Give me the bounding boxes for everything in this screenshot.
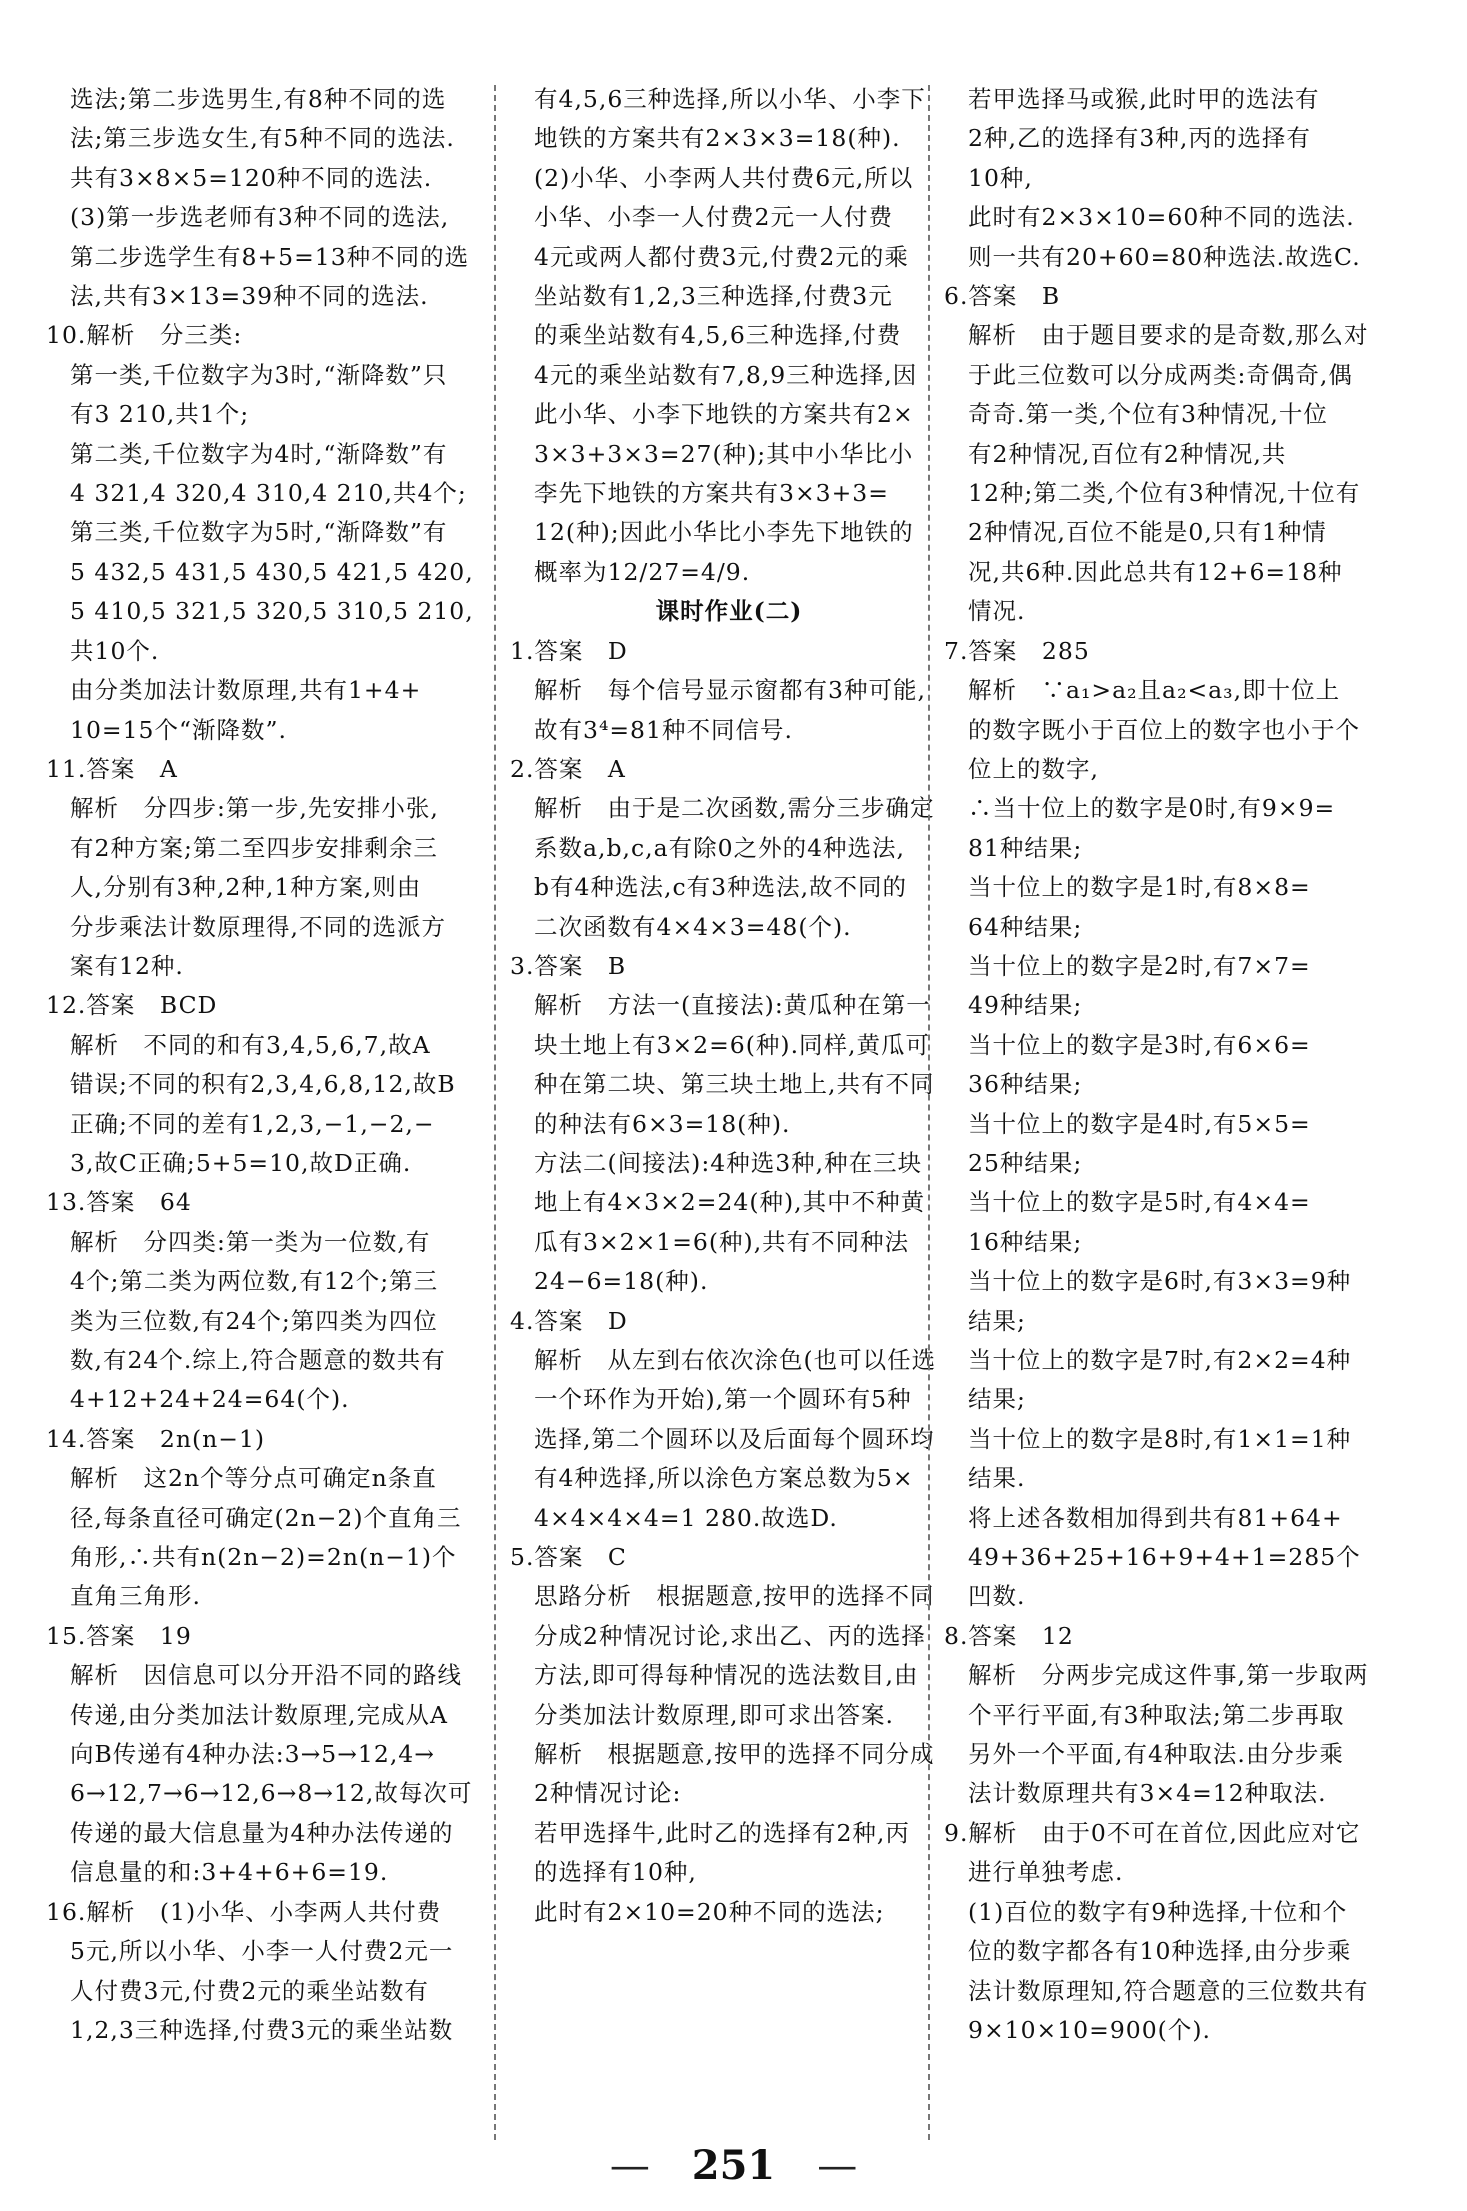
text-line: (2)小华、小李两人共付费6元,所以 [534, 163, 914, 192]
text-line: 解析 不同的和有3,4,5,6,7,故A [70, 1030, 431, 1059]
text-line: 4元的乘坐站数有7,8,9三种选择,因 [534, 360, 918, 389]
text-line: 则一共有20+60=80种选法.故选C. [968, 242, 1361, 271]
page-footer [0, 2142, 1467, 2189]
page-number: 251 [691, 2142, 776, 2189]
text-line: 选择,第二个圆环以及后面每个圆环均 [534, 1424, 935, 1453]
text-line: 有4种选择,所以涂色方案总数为5× [534, 1464, 914, 1493]
text-line: 地铁的方案共有2×3×3=18(种). [534, 124, 901, 153]
text-line: 传递,由分类加法计数原理,完成从A [70, 1700, 448, 1729]
text-line: 此小华、小李下地铁的方案共有2× [534, 400, 914, 429]
text-line: 当十位上的数字是4时,有5×5= [968, 1109, 1311, 1138]
text-line: 解析 分四类:第一类为一位数,有 [70, 1227, 431, 1256]
text-line: 分成2种情况讨论,求出乙、丙的选择 [534, 1621, 926, 1650]
text-line: 错误;不同的积有2,3,4,6,8,12,故B [70, 1070, 456, 1099]
text-line: 有3 210,共1个; [70, 400, 250, 429]
footer-dash: — [817, 2143, 858, 2189]
text-line: 共有3×8×5=120种不同的选法. [70, 163, 433, 192]
text-line: 坐站数有1,2,3三种选择,付费3元 [534, 282, 893, 311]
text-line: 奇奇.第一类,个位有3种情况,十位 [968, 400, 1328, 429]
text-line: 当十位上的数字是5时,有4×4= [968, 1188, 1311, 1217]
text-line: 5元,所以小华、小李一人付费2元一 [70, 1937, 454, 1966]
text-line: 第二类,千位数字为4时,“渐降数”有 [70, 439, 448, 468]
text-line: 9×10×10=900(个). [968, 2015, 1211, 2044]
text-line: 3×3+3×3=27(种);其中小华比小 [534, 439, 914, 468]
text-line: 的数字既小于百位上的数字也小于个 [968, 715, 1360, 744]
text-line: 进行单独考虑. [968, 1858, 1124, 1887]
text-line: 数,有24个.综上,符合题意的数共有 [70, 1346, 446, 1374]
text-line: 案有12种. [70, 951, 184, 980]
text-line: 法计数原理知,符合题意的三位数共有 [968, 1976, 1369, 2005]
text-line: ∴当十位上的数字是0时,有9×9= [968, 794, 1336, 823]
text-line: 当十位上的数字是3时,有6×6= [968, 1030, 1311, 1059]
text-line: 结果; [968, 1385, 1026, 1414]
text-line: 当十位上的数字是7时,有2×2=4种 [968, 1346, 1352, 1374]
column-divider [928, 85, 930, 2140]
text-line: 9.解析 由于0不可在首位,因此应对它 [944, 1818, 1361, 1847]
text-line: 块土地上有3×2=6(种).同样,黄瓜可 [534, 1030, 931, 1059]
text-line: 结果; [968, 1306, 1026, 1335]
text-line: 4元或两人都付费3元,付费2元的乘 [534, 242, 909, 271]
text-line: 法,共有3×13=39种不同的选法. [70, 282, 429, 311]
text-line: 49种结果; [968, 991, 1083, 1020]
text-line: 解析 根据题意,按甲的选择不同分成 [534, 1740, 935, 1769]
text-line: 情况. [968, 597, 1026, 626]
text-line: 解析 由于是二次函数,需分三步确定 [534, 794, 935, 823]
text-line: 种在第二块、第三块土地上,共有不同 [534, 1070, 935, 1099]
text-line: 13.答案 64 [46, 1188, 192, 1217]
text-line: 分步乘法计数原理得,不同的选派方 [70, 912, 446, 941]
footer-dash: — [609, 2143, 650, 2189]
column-divider [494, 85, 496, 2140]
text-line: 思路分析 根据题意,按甲的选择不同 [534, 1582, 935, 1611]
text-line: 人付费3元,付费2元的乘坐站数有 [70, 1976, 429, 2005]
text-line: 另外一个平面,有4种取法.由分步乘 [968, 1740, 1344, 1769]
text-line: 有2种方案;第二至四步安排剩余三 [70, 833, 438, 862]
text-line: 信息量的和:3+4+6+6=19. [70, 1858, 389, 1887]
text-line: 24−6=18(种). [534, 1267, 709, 1296]
text-line: 解析 从左到右依次涂色(也可以任选 [534, 1346, 937, 1374]
text-line: 当十位上的数字是1时,有8×8= [968, 873, 1311, 902]
text-line: 向B传递有4种办法:3→5→12,4→ [70, 1740, 435, 1769]
text-line: 地上有4×3×2=24(种),其中不种黄 [534, 1188, 926, 1217]
text-line: 2种情况讨论: [534, 1779, 682, 1808]
text-line: (1)百位的数字有9种选择,十位和个 [968, 1897, 1348, 1926]
text-line: 4.答案 D [510, 1306, 628, 1335]
text-line: 当十位上的数字是6时,有3×3=9种 [968, 1267, 1352, 1296]
text-line: 7.答案 285 [944, 636, 1090, 665]
text-line: 6→12,7→6→12,6→8→12,故每次可 [70, 1779, 473, 1808]
text-line: 4个;第二类为两位数,有12个;第三 [70, 1267, 439, 1296]
column-left [46, 80, 484, 2050]
text-line: 有4,5,6三种选择,所以小华、小李下 [534, 85, 926, 113]
text-line: 5 432,5 431,5 430,5 421,5 420, [70, 557, 474, 586]
text-line: 此时有2×10=20种不同的选法; [534, 1897, 885, 1926]
text-line: 14.答案 2n(n−1) [46, 1424, 266, 1453]
text-line: 传递的最大信息量为4种办法传递的 [70, 1818, 454, 1847]
text-line: 5.答案 C [510, 1543, 627, 1572]
text-line: 共10个. [70, 636, 160, 665]
text-line: 第三类,千位数字为5时,“渐降数”有 [70, 518, 448, 547]
text-line: 1.答案 D [510, 636, 628, 665]
text-line: 方法二(间接法):4种选3种,种在三块 [534, 1148, 923, 1177]
text-line: 解析 每个信号显示窗都有3种可能, [534, 676, 926, 705]
text-line: 位的数字都各有10种选择,由分步乘 [968, 1937, 1352, 1966]
text-line: 故有3⁴=81种不同信号. [534, 715, 793, 744]
text-line: 况,共6种.因此总共有12+6=18种 [968, 557, 1343, 586]
text-line: 4×4×4×4=1 280.故选D. [534, 1503, 838, 1532]
text-line: 4+12+24+24=64(个). [70, 1385, 350, 1414]
text-line: 12.答案 BCD [46, 991, 218, 1020]
text-line: 若甲选择马或猴,此时甲的选法有 [968, 85, 1320, 113]
text-line: 解析 这2n个等分点可确定n条直 [70, 1464, 437, 1493]
text-line: 将上述各数相加得到共有81+64+ [968, 1503, 1343, 1532]
text-line: 此时有2×3×10=60种不同的选法. [968, 203, 1355, 232]
text-line: 11.答案 A [46, 754, 178, 783]
text-line: 概率为12/27=4/9. [534, 557, 751, 586]
text-line: 二次函数有4×4×3=48(个). [534, 912, 852, 941]
text-line: 49+36+25+16+9+4+1=285个 [968, 1543, 1361, 1572]
text-line: 解析 分四步:第一步,先安排小张, [70, 794, 439, 823]
text-line: 类为三位数,有24个;第四类为四位 [70, 1306, 438, 1335]
text-line: 选法;第二步选男生,有8种不同的选 [70, 85, 447, 113]
text-line: 10.解析 分三类: [46, 321, 243, 350]
text-line: 当十位上的数字是2时,有7×7= [968, 951, 1311, 980]
text-line: 64种结果; [968, 912, 1083, 941]
text-line: 位上的数字, [968, 754, 1099, 783]
text-line: 的选择有10种, [534, 1858, 697, 1887]
text-line: 方法,即可得每种情况的选法数目,由 [534, 1661, 919, 1690]
text-line: 李先下地铁的方案共有3×3+3= [534, 479, 889, 508]
text-line: 法计数原理共有3×4=12种取法. [968, 1779, 1327, 1808]
text-line: 6.答案 B [944, 282, 1061, 311]
text-line: 25种结果; [968, 1148, 1083, 1177]
text-line: 瓜有3×2×1=6(种),共有不同种法 [534, 1227, 910, 1256]
text-line: 解析 分两步完成这件事,第一步取两 [968, 1661, 1369, 1690]
text-line: 4 321,4 320,4 310,4 210,共4个; [70, 479, 467, 508]
text-line: 解析 因信息可以分开沿不同的路线 [70, 1661, 462, 1690]
text-line: 81种结果; [968, 833, 1083, 862]
text-line: 有2种情况,百位有2种情况,共 [968, 439, 1287, 468]
text-line: 2.答案 A [510, 754, 626, 783]
text-line: 系数a,b,c,a有除0之外的4种选法, [534, 833, 906, 862]
text-line: 人,分别有3种,2种,1种方案,则由 [70, 873, 422, 902]
text-line: 16种结果; [968, 1227, 1083, 1256]
text-line: 分类加法计数原理,即可求出答案. [534, 1700, 894, 1729]
text-line: 法;第三步选女生,有5种不同的选法. [70, 124, 455, 153]
text-line: 解析 方法一(直接法):黄瓜种在第一 [534, 991, 931, 1020]
text-line: 小华、小李一人付费2元一人付费 [534, 203, 893, 232]
text-line: 正确;不同的差有1,2,3,−1,−2,− [70, 1109, 435, 1138]
text-line: 一个环作为开始),第一个圆环有5种 [534, 1385, 912, 1414]
text-line: 8.答案 12 [944, 1621, 1074, 1650]
column-right [944, 80, 1382, 2050]
text-line: 凹数. [968, 1582, 1026, 1611]
text-line: 个平行平面,有3种取法;第二步再取 [968, 1700, 1345, 1729]
text-line: 10=15个“渐降数”. [70, 715, 287, 744]
text-line: 于此三位数可以分成两类:奇偶奇,偶 [968, 360, 1353, 389]
text-line: 36种结果; [968, 1070, 1083, 1099]
text-line: 16.解析 (1)小华、小李两人共付费 [46, 1897, 442, 1926]
text-line: 解析 由于题目要求的是奇数,那么对 [968, 321, 1369, 350]
text-line: 第二步选学生有8+5=13种不同的选 [70, 242, 470, 271]
text-line: 15.答案 19 [46, 1621, 192, 1650]
text-line: 结果. [968, 1464, 1026, 1493]
text-line: 10种, [968, 163, 1033, 192]
text-line: 解析 ∵a₁>a₂且a₂<a₃,即十位上 [968, 676, 1341, 705]
text-line: 径,每条直径可确定(2n−2)个直角三 [70, 1503, 462, 1532]
text-line: 由分类加法计数原理,共有1+4+ [70, 676, 422, 705]
text-line: 1,2,3三种选择,付费3元的乘坐站数 [70, 2015, 454, 2044]
text-line: 角形,∴共有n(2n−2)=2n(n−1)个 [70, 1543, 457, 1572]
text-line: 的乘坐站数有4,5,6三种选择,付费 [534, 321, 902, 350]
text-line: 2种,乙的选择有3种,丙的选择有 [968, 124, 1311, 153]
text-line: 当十位上的数字是8时,有1×1=1种 [968, 1424, 1352, 1453]
text-line: 若甲选择牛,此时乙的选择有2种,丙 [534, 1818, 910, 1847]
section-heading: 课时作业(二) [655, 597, 803, 626]
column-middle [510, 80, 948, 1932]
text-line: 3,故C正确;5+5=10,故D正确. [70, 1148, 412, 1177]
text-line: 2种情况,百位不能是0,只有1种情 [968, 518, 1327, 547]
text-line: 的种法有6×3=18(种). [534, 1109, 791, 1138]
text-line: 5 410,5 321,5 320,5 310,5 210, [70, 597, 474, 626]
text-line: 12种;第二类,个位有3种情况,十位有 [968, 479, 1361, 508]
text-line: (3)第一步选老师有3种不同的选法, [70, 203, 450, 232]
text-line: 直角三角形. [70, 1582, 201, 1611]
text-line: 第一类,千位数字为3时,“渐降数”只 [70, 360, 448, 389]
text-line: b有4种选法,c有3种选法,故不同的 [534, 873, 908, 902]
text-line: 3.答案 B [510, 951, 627, 980]
text-line: 12(种);因此小华比小李先下地铁的 [534, 518, 914, 547]
